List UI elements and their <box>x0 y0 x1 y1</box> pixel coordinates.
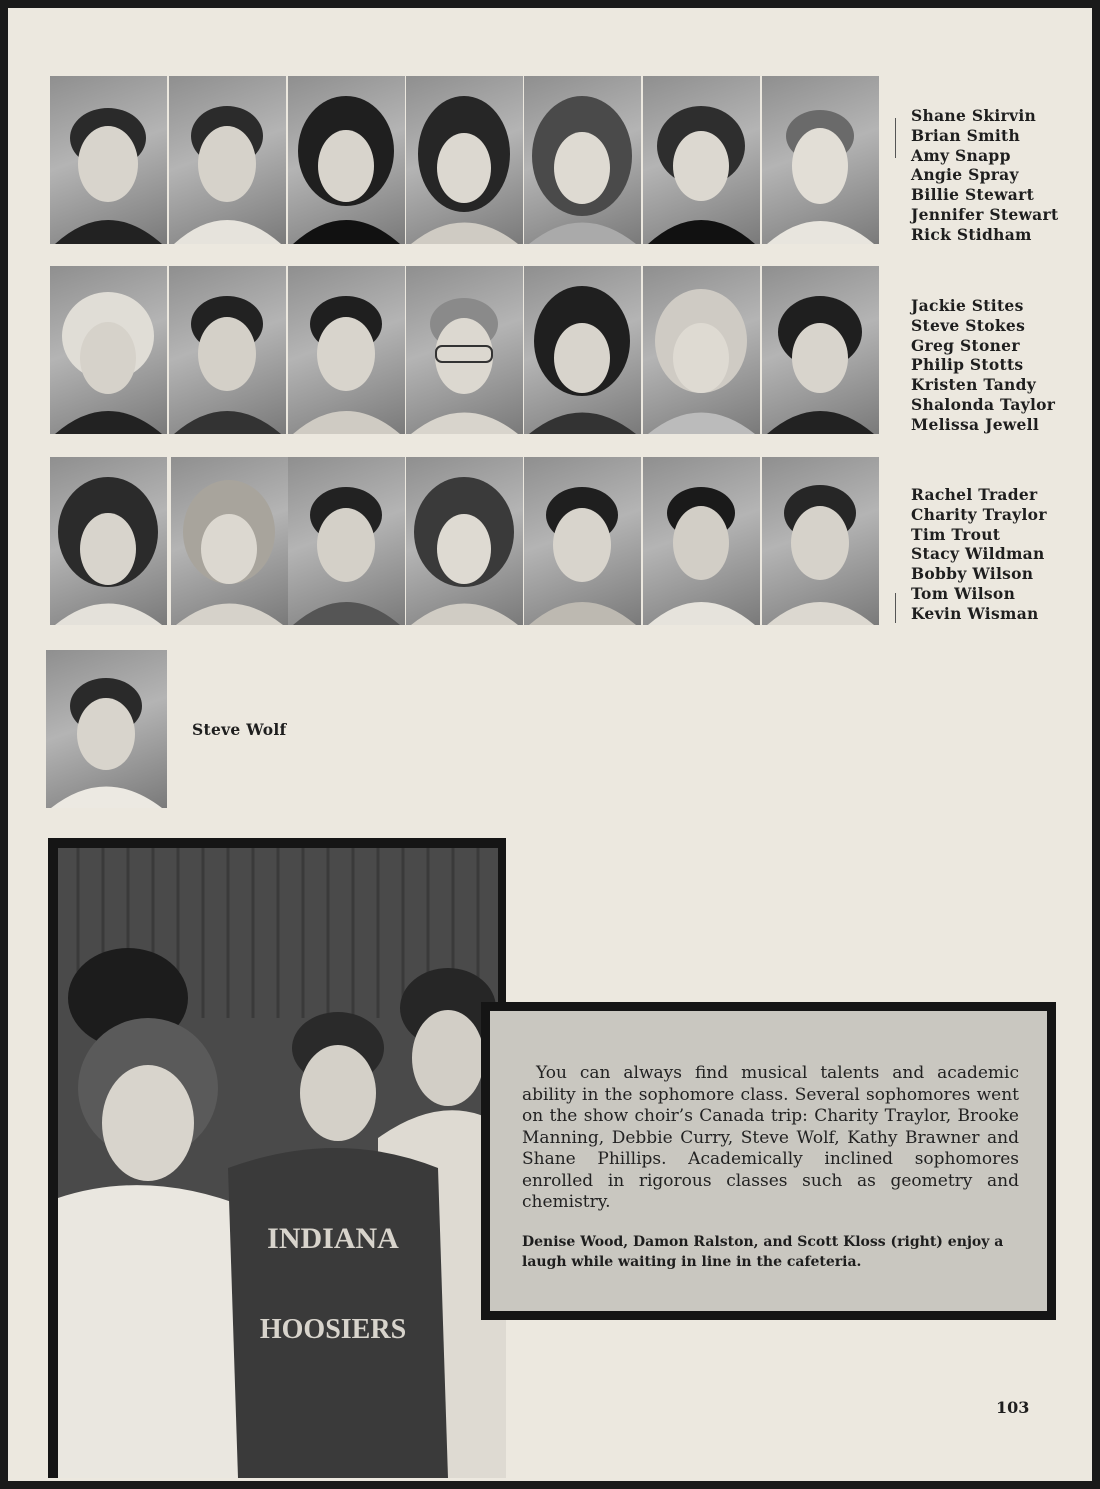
portrait-photo <box>169 76 286 244</box>
name-list-row-1 <box>911 106 1058 245</box>
student-name: Kristen Tandy <box>911 375 1037 395</box>
student-name: Angie Spray <box>911 165 1019 185</box>
portrait-photo <box>288 266 405 434</box>
portrait-photo <box>169 266 286 434</box>
portrait-photo <box>762 266 879 434</box>
portrait-photo <box>46 650 167 808</box>
portrait-photo <box>643 266 760 434</box>
page-number: 103 <box>996 1398 1030 1417</box>
student-name: Tim Trout <box>911 524 1001 544</box>
photo-caption: Denise Wood, Damon Ralston, and Scott Kloss (right) enjoy a laugh while waiting in line in the cafeteria. <box>522 1233 1004 1270</box>
student-name: Brian Smith <box>911 125 1021 145</box>
name-list-row-2 <box>911 296 1055 435</box>
portrait-photo <box>288 76 405 244</box>
shirt-text-hoosiers: HOOSIERS <box>259 1314 407 1345</box>
name-list-row-3 <box>911 485 1047 624</box>
portrait-photo <box>524 76 641 244</box>
student-name: Jennifer Stewart <box>911 204 1059 224</box>
portrait-photo <box>762 457 879 625</box>
feature-text-panel <box>490 1011 1047 1311</box>
portrait-photo <box>406 457 523 625</box>
portrait-photo <box>524 457 641 625</box>
portrait-photo <box>406 76 523 244</box>
student-name: Shalonda Taylor <box>911 394 1056 414</box>
portrait-photo <box>288 457 405 625</box>
student-name: Rick Stidham <box>911 224 1032 244</box>
portrait-photo <box>50 76 167 244</box>
student-name: Charity Traylor <box>911 504 1047 524</box>
student-name: Bobby Wilson <box>911 564 1034 584</box>
student-name: Melissa Jewell <box>911 414 1040 434</box>
portrait-photo <box>524 266 641 434</box>
student-name: Philip Stotts <box>911 355 1024 375</box>
feature-body-text: You can always find musical talents and academic ability in the sophomore class. Several sophomores went on the show choir’s Canada trip: Charity Traylor, Brooke Manning, Debbie Curry, Steve Wolf, Kathy Brawner and Shane Phillips. Academically inclined sophomores enrolled in rigorous classes such as geometry and chemistry. <box>522 1063 1019 1212</box>
student-name: Jackie Stites <box>911 296 1024 315</box>
student-name: Tom Wilson <box>911 583 1016 603</box>
student-name: Billie Stewart <box>911 185 1035 205</box>
student-name: Amy Snapp <box>911 145 1011 165</box>
portrait-photo <box>171 457 288 625</box>
student-name: Steve Wolf <box>192 720 287 739</box>
student-name: Stacy Wildman <box>911 544 1045 564</box>
feature-text-box <box>481 1002 1056 1320</box>
student-name: Greg Stoner <box>911 335 1020 355</box>
student-name: Shane Skirvin <box>911 106 1037 125</box>
portrait-photo <box>762 76 879 244</box>
portrait-photo <box>643 76 760 244</box>
portrait-photo <box>50 266 167 434</box>
student-name: Rachel Trader <box>911 485 1038 504</box>
shirt-text-indiana: INDIANA <box>267 1222 399 1255</box>
student-name: Steve Stokes <box>911 315 1026 335</box>
student-name: Kevin Wisman <box>911 603 1039 623</box>
candid-photo <box>48 838 506 1478</box>
portrait-photo <box>50 457 167 625</box>
divider-line <box>895 593 896 623</box>
divider-line <box>895 118 896 158</box>
yearbook-page <box>8 8 1092 1481</box>
portrait-photo <box>643 457 760 625</box>
portrait-photo <box>406 266 523 434</box>
